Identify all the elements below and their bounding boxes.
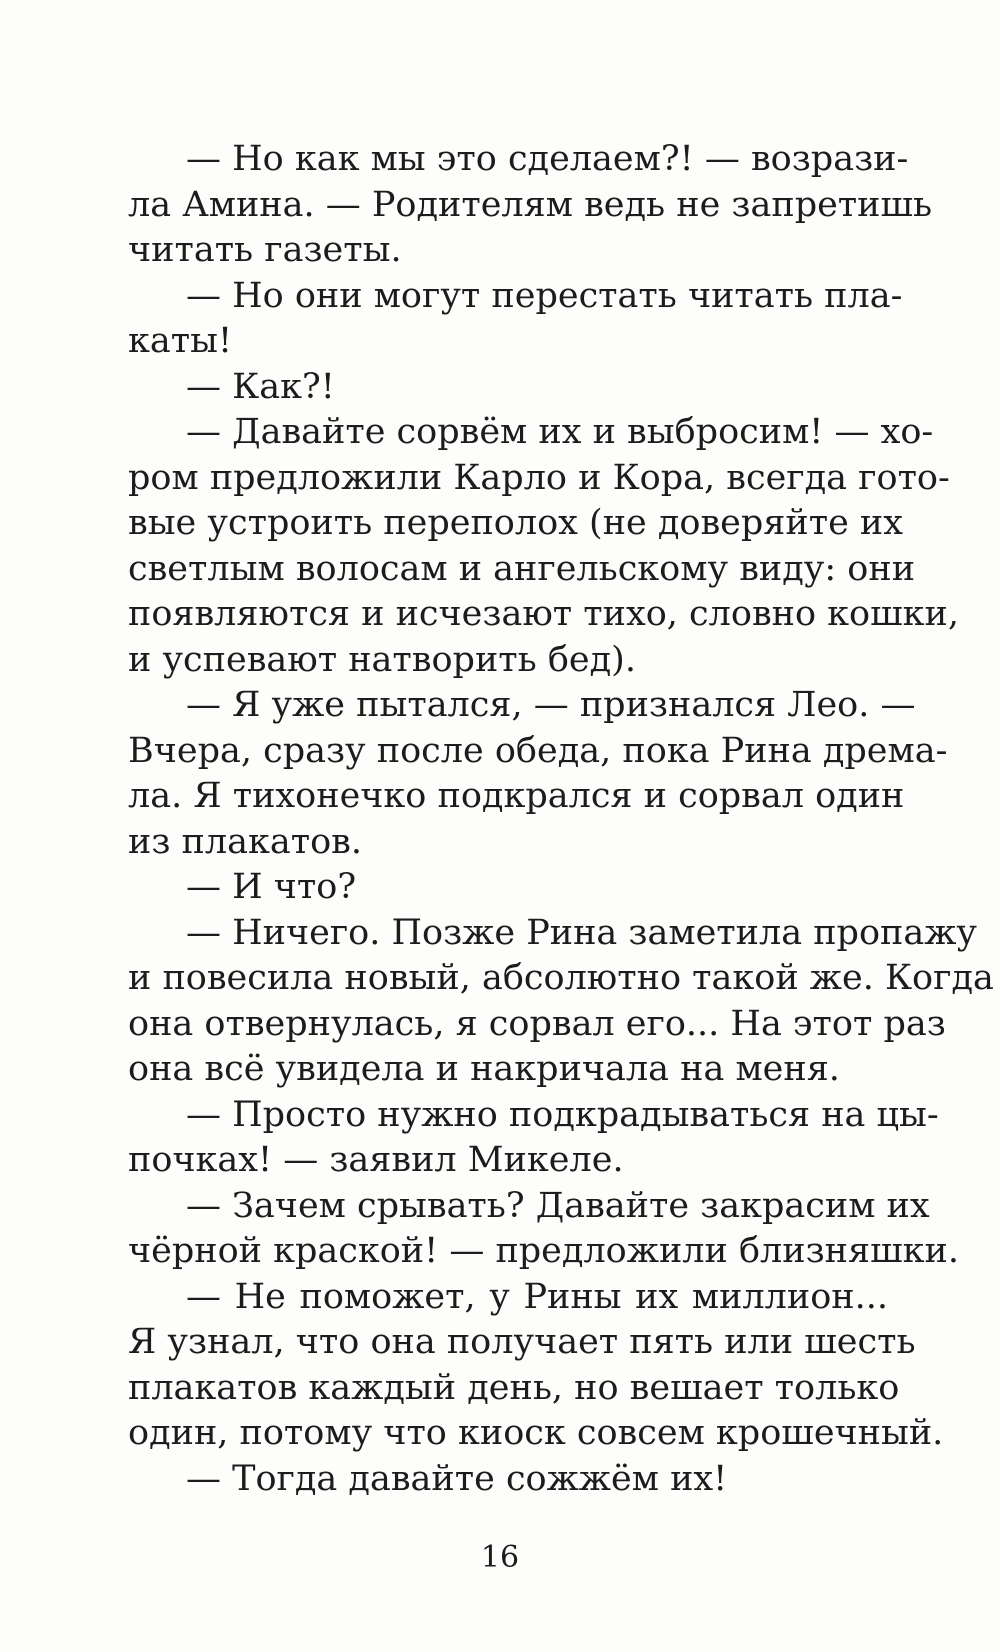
text-line: каты! bbox=[128, 321, 233, 361]
text-line: — И что? bbox=[186, 867, 357, 907]
text-line: и успевают натворить бед). bbox=[128, 639, 636, 680]
text-line: ром предложили Карло и Кора, всегда гото- bbox=[128, 457, 950, 498]
text-line: чёрной краской! — предложили близняшки. bbox=[128, 1231, 959, 1271]
text-line: читать газеты. bbox=[128, 230, 402, 270]
text-line: — Но как мы это сделаем?! — возрази- bbox=[186, 139, 909, 179]
page-number: 16 bbox=[480, 1540, 520, 1575]
text-line: — Не поможет, у Рины их миллион... bbox=[186, 1276, 888, 1317]
text-line: светлым волосам и ангельскому виду: они bbox=[128, 548, 916, 589]
text-line: — Как?! bbox=[186, 366, 335, 407]
text-line: почках! — заявил Микеле. bbox=[128, 1140, 624, 1180]
text-line: — Ничего. Позже Рина заметила пропажу bbox=[186, 912, 978, 953]
text-line: из плакатов. bbox=[128, 821, 362, 862]
text-line: — Но они могут перестать читать пла- bbox=[186, 275, 903, 316]
text-line: и повесила новый, абсолютно такой же. Когда bbox=[128, 958, 994, 998]
text-line: появляются и исчезают тихо, словно кошки, bbox=[128, 594, 959, 634]
text-line: — Давайте сорвём их и выбросим! — хо- bbox=[186, 412, 934, 452]
text-line: плакатов каждый день, но вешает только bbox=[128, 1367, 900, 1408]
text-line: ла Амина. — Родителям ведь не запретишь bbox=[128, 184, 933, 225]
text-line: Вчера, сразу после обеда, пока Рина дрема- bbox=[128, 730, 948, 771]
body-text bbox=[128, 137, 994, 1502]
text-line: — Тогда давайте сожжём их! bbox=[186, 1458, 728, 1499]
text-line: ла. Я тихонечко подкрался и сорвал один bbox=[128, 776, 905, 816]
text-line: один, потому что киоск совсем крошечный. bbox=[128, 1413, 944, 1453]
text-line: она отвернулась, я сорвал его... На этот раз bbox=[128, 1003, 946, 1044]
text-line: Я узнал, что она получает пять или шесть bbox=[128, 1322, 916, 1362]
text-line: — Зачем срывать? Давайте закрасим их bbox=[186, 1185, 930, 1226]
text-line: — Просто нужно подкрадываться на цы- bbox=[186, 1094, 939, 1135]
text-line: она всё увидела и накричала на меня. bbox=[128, 1049, 840, 1089]
text-line: — Я уже пытался, — признался Лео. — bbox=[186, 685, 916, 725]
text-line: вые устроить переполох (не доверяйте их bbox=[128, 503, 903, 543]
